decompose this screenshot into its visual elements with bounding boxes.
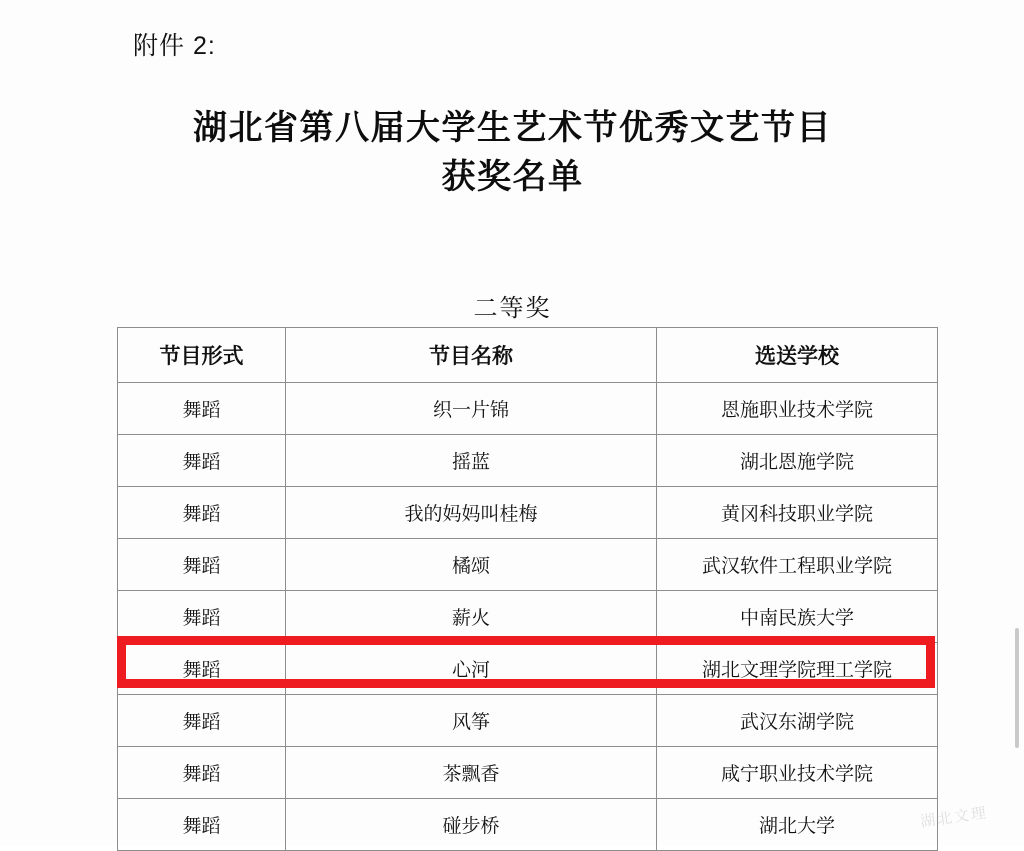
table-row xyxy=(118,695,938,747)
cell-form: 舞蹈 xyxy=(118,487,286,539)
page-title xyxy=(130,104,895,203)
cell-school: 湖北恩施学院 xyxy=(657,435,938,487)
cell-name: 我的妈妈叫桂梅 xyxy=(286,487,657,539)
cell-school: 武汉东湖学院 xyxy=(657,695,938,747)
cell-name: 橘颂 xyxy=(286,539,657,591)
cell-name: 摇蓝 xyxy=(286,435,657,487)
cell-school: 湖北文理学院理工学院 xyxy=(657,643,938,695)
cell-school: 恩施职业技术学院 xyxy=(657,383,938,435)
attachment-label: 附件 2: xyxy=(133,32,216,60)
table-row xyxy=(118,539,938,591)
cell-school: 武汉软件工程职业学院 xyxy=(657,539,938,591)
cell-school: 咸宁职业技术学院 xyxy=(657,747,938,799)
table-row xyxy=(118,383,938,435)
cell-name: 薪火 xyxy=(286,591,657,643)
cell-school: 黄冈科技职业学院 xyxy=(657,487,938,539)
award-level-heading: 二等奖 xyxy=(473,295,552,322)
award-table xyxy=(117,327,938,851)
watermark: 湖北文理 xyxy=(919,804,989,831)
table-row xyxy=(118,487,938,539)
cell-form: 舞蹈 xyxy=(118,435,286,487)
table-row xyxy=(118,747,938,799)
cell-form: 舞蹈 xyxy=(118,539,286,591)
cell-form: 舞蹈 xyxy=(118,695,286,747)
cell-form: 舞蹈 xyxy=(118,591,286,643)
cell-form: 舞蹈 xyxy=(118,383,286,435)
table-row-highlighted xyxy=(118,643,938,695)
column-header-form: 节目形式 xyxy=(118,328,286,383)
cell-school: 中南民族大学 xyxy=(657,591,938,643)
cell-form: 舞蹈 xyxy=(118,747,286,799)
cell-name: 风筝 xyxy=(286,695,657,747)
table-header-row xyxy=(118,328,938,383)
cell-name: 心河 xyxy=(286,643,657,695)
cell-name: 茶飘香 xyxy=(286,747,657,799)
page-title-line-1: 湖北省第八届大学生艺术节优秀文艺节目 xyxy=(193,109,832,147)
table-row xyxy=(118,799,938,851)
cell-name: 碰步桥 xyxy=(286,799,657,851)
page-title-line-2: 获奖名单 xyxy=(441,158,584,197)
column-header-name: 节目名称 xyxy=(286,328,657,383)
column-header-school: 选送学校 xyxy=(657,328,938,383)
cell-name: 织一片锦 xyxy=(286,383,657,435)
table-row xyxy=(118,591,938,643)
cell-form: 舞蹈 xyxy=(118,643,286,695)
table-row xyxy=(118,435,938,487)
cell-form: 舞蹈 xyxy=(118,799,286,851)
cell-school: 湖北大学 xyxy=(657,799,938,851)
scrollbar[interactable] xyxy=(1015,628,1019,748)
